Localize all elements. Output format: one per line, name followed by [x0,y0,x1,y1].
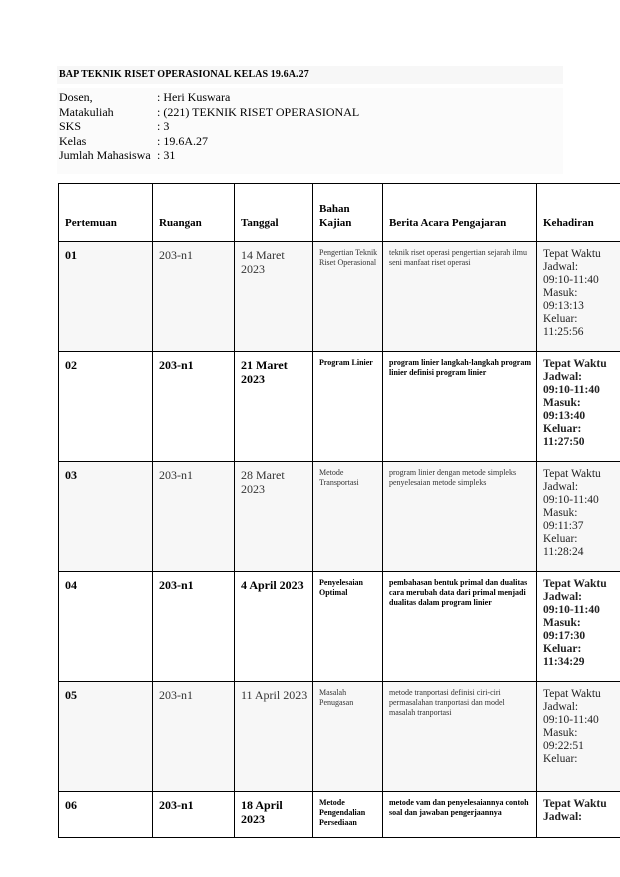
cell-berita-acara: program linier langkah-langkah program linier definisi program linier [383,352,537,462]
cell-pertemuan: 02 [59,352,153,462]
attendance-keluar-value: 11:25:56 [543,326,584,338]
cell-tanggal: 4 April 2023 [235,572,313,682]
info-label: Jumlah Mahasiswa [59,148,151,163]
attendance-keluar-label: Keluar: [543,753,578,765]
cell-bahan-kajian: Metode Pengendalian Persediaan [313,792,383,838]
attendance-jadwal-value: 09:10-11:40 [543,604,600,616]
cell-tanggal: 11 April 2023 [235,682,313,792]
attendance-status: Tepat Waktu [543,798,607,810]
table-header-row [59,184,620,242]
cell-pertemuan: 01 [59,242,153,352]
info-label: Kelas [59,133,87,148]
cell-tanggal: 14 Maret 2023 [235,242,313,352]
cell-bahan-kajian: Pengertian Teknik Riset Operasional [313,242,383,352]
attendance-status: Tepat Waktu [543,248,601,260]
attendance-jadwal-label: Jadwal: [543,261,579,273]
cell-ruangan: 203-n1 [153,572,235,682]
attendance-masuk-value: 09:13:40 [543,410,586,422]
cell-berita-acara: metode vam dan penyelesaiannya contoh soal dan jawaban pengerjaannya [383,792,537,838]
table-row [59,462,620,572]
attendance-masuk-label: Masuk: [543,397,581,409]
header-ruangan: Ruangan [153,184,235,242]
info-row-jumlah-mahasiswa [59,148,359,163]
cell-ruangan: 203-n1 [153,352,235,462]
info-row-sks [59,119,359,134]
table-row [59,572,620,682]
info-value: : (221) TEKNIK RISET OPERASIONAL [157,104,360,119]
table-row [59,242,620,352]
attendance-keluar-value: 11:27:50 [543,436,585,448]
attendance-masuk-value: 09:17:30 [543,630,586,642]
attendance-masuk-label: Masuk: [543,727,578,739]
attendance-keluar-label: Keluar: [543,313,578,325]
info-value: : 19.6A.27 [157,133,208,148]
attendance-jadwal-label: Jadwal: [543,701,579,713]
cell-pertemuan: 05 [59,682,153,792]
document-title: BAP TEKNIK RISET OPERASIONAL KELAS 19.6A.27 [59,69,309,80]
table-row [59,682,620,792]
attendance-masuk-label: Masuk: [543,617,581,629]
attendance-jadwal-value: 09:10-11:40 [543,494,599,506]
info-label: SKS [59,119,82,134]
attendance-status: Tepat Waktu [543,578,607,590]
cell-bahan-kajian: Program Linier [313,352,383,462]
cell-berita-acara: teknik riset operasi pengertian sejarah ilmu seni manfaat riset operasi [383,242,537,352]
attendance-jadwal-value: 09:10-11:40 [543,714,599,726]
header-berita-acara: Berita Acara Pengajaran [383,184,537,242]
attendance-status: Tepat Waktu [543,468,601,480]
cell-berita-acara: metode tranportasi definisi ciri-ciri permasalahan tranportasi dan model masalah tranportasi [383,682,537,792]
cell-bahan-kajian: Penyelesaian Optimal [313,572,383,682]
cell-kehadiran [537,242,620,352]
header-tanggal: Tanggal [235,184,313,242]
cell-berita-acara: program linier dengan metode simpleks penyelesaian metode simpleks [383,462,537,572]
cell-ruangan: 203-n1 [153,792,235,838]
info-row-matakuliah [59,105,359,120]
cell-tanggal: 21 Maret 2023 [235,352,313,462]
cell-tanggal: 18 April 2023 [235,792,313,838]
attendance-masuk-value: 09:11:37 [543,520,584,532]
info-row-kelas [59,134,359,149]
attendance-jadwal-label: Jadwal: [543,811,582,823]
attendance-jadwal-value: 09:10-11:40 [543,274,599,286]
header-kehadiran: Kehadiran [537,184,620,242]
attendance-masuk-value: 09:13:13 [543,300,584,312]
cell-kehadiran [537,572,620,682]
cell-ruangan: 203-n1 [153,682,235,792]
info-value: : 3 [157,119,170,134]
cell-berita-acara: pembahasan bentuk primal dan dualitas cara merubah data dari primal menjadi dualitas dalam program linier [383,572,537,682]
attendance-keluar-label: Keluar: [543,533,578,545]
attendance-keluar-value: 11:28:24 [543,546,584,558]
cell-bahan-kajian: Masalah Penugasan [313,682,383,792]
attendance-table [58,183,620,838]
cell-kehadiran [537,682,620,792]
attendance-status: Tepat Waktu [543,688,601,700]
attendance-masuk-value: 09:22:51 [543,740,584,752]
header-bahan-kajian: Bahan Kajian [313,184,383,242]
info-label: Dosen, [59,90,93,104]
cell-kehadiran [537,352,620,462]
table-row [59,792,620,838]
info-value: : 31 [157,148,176,163]
attendance-keluar-label: Keluar: [543,423,582,435]
cell-pertemuan: 06 [59,792,153,838]
cell-pertemuan: 03 [59,462,153,572]
info-label: Matakuliah [59,104,114,119]
header-pertemuan: Pertemuan [59,184,153,242]
attendance-jadwal-label: Jadwal: [543,481,579,493]
cell-pertemuan: 04 [59,572,153,682]
cell-kehadiran [537,792,620,838]
attendance-keluar-value: 11:34:29 [543,656,585,668]
attendance-jadwal-value: 09:10-11:40 [543,384,600,396]
attendance-masuk-label: Masuk: [543,287,578,299]
attendance-jadwal-label: Jadwal: [543,371,582,383]
cell-ruangan: 203-n1 [153,242,235,352]
attendance-jadwal-label: Jadwal: [543,591,582,603]
attendance-status: Tepat Waktu [543,358,607,370]
course-info [59,90,359,163]
cell-bahan-kajian: Metode Transportasi [313,462,383,572]
cell-kehadiran [537,462,620,572]
info-value: : Heri Kuswara [157,90,231,104]
table-row [59,352,620,462]
attendance-keluar-label: Keluar: [543,643,582,655]
cell-tanggal: 28 Maret 2023 [235,462,313,572]
info-row-dosen [59,90,359,105]
attendance-masuk-label: Masuk: [543,507,578,519]
cell-ruangan: 203-n1 [153,462,235,572]
